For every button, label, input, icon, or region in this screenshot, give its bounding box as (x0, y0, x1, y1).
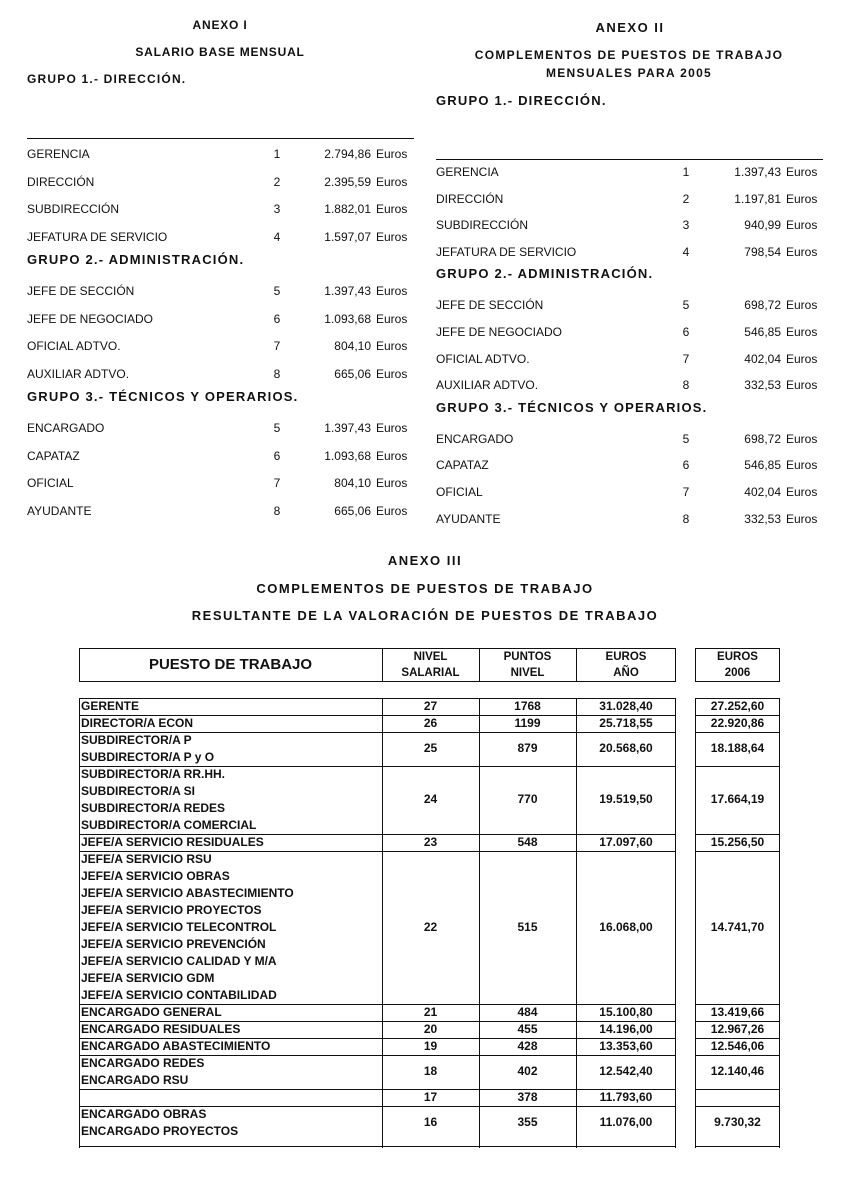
header-nivel-2: SALARIAL (401, 667, 460, 679)
category-cell: ENCARGADO (27, 421, 105, 435)
euros-ano-cell: 20.568,60 (599, 741, 653, 755)
group-label: GRUPO 1.- DIRECCIÓN. (436, 93, 607, 108)
table-row (0, 457, 847, 473)
nivel-cell: 8 (273, 503, 281, 518)
group-label: GRUPO 3.- TÉCNICOS Y OPERARIOS. (27, 389, 299, 404)
nivel-cell: 8 (273, 366, 281, 381)
amount-cell: 1.397,43 (324, 284, 371, 298)
puntos-cell: 355 (517, 1115, 538, 1129)
category-cell: OFICIAL (27, 476, 74, 490)
euros-ano-cell: 17.097,60 (599, 834, 653, 849)
nivel-cell: 6 (273, 311, 281, 326)
amount-cell: 2.395,59 (324, 174, 371, 189)
puesto-cell: ENCARGADO GENERAL (81, 1005, 222, 1019)
euros-ano-cell: 15.100,80 (599, 1004, 653, 1019)
table-row (0, 217, 847, 233)
nivel-cell: 22 (423, 919, 438, 934)
nivel-cell: 1 (682, 165, 690, 179)
amount-cell: 332,53 (744, 378, 781, 393)
nivel-cell: 19 (423, 1038, 438, 1053)
nivel-cell: 7 (682, 485, 690, 499)
nivel-cell: 1 (273, 147, 281, 161)
group-label: GRUPO 3.- TÉCNICOS Y OPERARIOS. (436, 399, 708, 415)
puntos-cell: 402 (517, 1064, 538, 1078)
nivel-cell: 18 (423, 1064, 438, 1078)
row-divider-2006 (695, 851, 780, 852)
euros-ano-cell: 11.076,00 (599, 1115, 653, 1129)
category-cell: GERENCIA (27, 147, 90, 161)
amount-cell: 402,04 (744, 351, 781, 366)
category-cell: JEFE DE SECCIÓN (436, 298, 544, 313)
amount-cell: 698,72 (744, 431, 781, 446)
euros-2006-cell: 27.252,60 (710, 698, 765, 713)
euros-ano-cell: 13.353,60 (599, 1038, 653, 1053)
euros-2006-cell: 18.188,64 (710, 741, 765, 755)
puesto-cell: JEFE/A SERVICIO CONTABILIDAD (81, 988, 277, 1002)
amount-cell: 402,04 (744, 485, 781, 499)
puesto-cell: JEFE/A SERVICIO RESIDUALES (81, 835, 264, 849)
amount-cell: 1.397,43 (734, 165, 781, 179)
nivel-cell: 6 (682, 325, 690, 339)
nivel-cell: 8 (682, 511, 690, 526)
puesto-cell: JEFE/A SERVICIO OBRAS (81, 869, 230, 883)
nivel-cell: 7 (273, 339, 281, 353)
table-row (0, 324, 847, 340)
puesto-cell: JEFE/A SERVICIO PREVENCIÓN (81, 937, 266, 951)
anexo2-title: ANEXO II (595, 20, 665, 35)
category-cell: CAPATAZ (436, 458, 489, 473)
puesto-cell: SUBDIRECTOR/A SI (81, 784, 196, 798)
category-cell: OFICIAL (436, 485, 483, 499)
table-row (0, 431, 847, 447)
unit-cell: Euros (376, 421, 408, 435)
puesto-cell: ENCARGADO RESIDUALES (81, 1022, 241, 1036)
unit-cell: Euros (786, 325, 818, 339)
puntos-cell: 770 (517, 792, 538, 806)
nivel-cell: 4 (682, 244, 690, 259)
puesto-cell: SUBDIRECTOR/A P y O (81, 750, 215, 764)
anexo3-title: ANEXO III (387, 553, 463, 568)
header-rule (27, 138, 414, 139)
nivel-cell: 6 (682, 458, 690, 473)
unit-cell: Euros (376, 503, 408, 518)
puntos-cell: 378 (517, 1089, 538, 1104)
category-cell: AUXILIAR ADTVO. (436, 378, 539, 393)
euros-2006-cell: 22.920,86 (710, 715, 765, 730)
unit-cell: Euros (376, 311, 408, 326)
amount-cell: 1.093,68 (324, 448, 371, 463)
unit-cell: Euros (786, 378, 818, 393)
puesto-cell: JEFE/A SERVICIO CALIDAD Y M/A (81, 954, 277, 968)
nivel-cell: 26 (423, 715, 438, 730)
unit-cell: Euros (786, 485, 818, 499)
header-puntos-1: PUNTOS (503, 651, 552, 663)
category-cell: JEFE DE NEGOCIADO (27, 311, 154, 326)
category-cell: AYUDANTE (436, 511, 501, 526)
nivel-cell: 5 (682, 431, 690, 446)
category-cell: DIRECCIÓN (27, 174, 95, 189)
puesto-cell: JEFE/A SERVICIO RSU (81, 852, 212, 866)
row-divider-2006 (695, 1089, 780, 1090)
euros-2006-cell: 13.419,66 (710, 1004, 765, 1019)
unit-cell: Euros (786, 351, 818, 366)
header-euros-2006-1: EUROS (717, 651, 758, 663)
puesto-cell: ENCARGADO PROYECTOS (81, 1124, 239, 1138)
unit-cell: Euros (376, 174, 408, 189)
unit-cell: Euros (786, 458, 818, 473)
euros-2006-cell: 15.256,50 (710, 834, 765, 849)
category-cell: AYUDANTE (27, 503, 92, 518)
euros-ano-cell: 31.028,40 (599, 698, 653, 713)
nivel-cell: 21 (423, 1004, 438, 1019)
unit-cell: Euros (786, 431, 818, 446)
anexo3-subtitle-2: RESULTANTE DE LA VALORACIÓN DE PUESTOS DE TRABAJO (191, 608, 659, 623)
unit-cell: Euros (786, 244, 818, 259)
header-nivel-1: NIVEL (413, 651, 448, 663)
category-cell: CAPATAZ (27, 448, 80, 463)
puesto-cell: GERENTE (81, 699, 140, 713)
euros-ano-cell: 25.718,55 (599, 715, 653, 730)
nivel-cell: 2 (273, 174, 281, 189)
euros-ano-cell: 19.519,50 (599, 792, 653, 806)
amount-cell: 798,54 (744, 244, 781, 259)
table-bottom (79, 1146, 676, 1147)
amount-cell: 665,06 (334, 366, 371, 381)
anexo1-subtitle: SALARIO BASE MENSUAL (135, 45, 305, 59)
group-label: GRUPO 2.- ADMINISTRACIÓN. (436, 266, 654, 282)
unit-cell: Euros (376, 366, 408, 381)
row-divider-2006 (695, 1055, 780, 1056)
amount-cell: 940,99 (744, 218, 781, 233)
header-euros_ano-1: EUROS (605, 651, 647, 663)
puesto-cell: ENCARGADO REDES (81, 1056, 205, 1070)
unit-cell: Euros (786, 511, 818, 526)
category-cell: SUBDIRECCIÓN (436, 218, 529, 233)
euros-2006-cell: 9.730,32 (714, 1115, 761, 1129)
euros-2006-cell: 12.967,26 (710, 1021, 765, 1036)
nivel-cell: 25 (423, 741, 438, 755)
euros-2006-cell: 12.140,46 (710, 1064, 765, 1078)
euros-ano-cell: 14.196,00 (599, 1021, 653, 1036)
nivel-cell: 6 (273, 448, 281, 463)
unit-cell: Euros (786, 165, 818, 179)
nivel-cell: 16 (423, 1115, 438, 1129)
puesto-cell: ENCARGADO ABASTECIMIENTO (81, 1039, 271, 1053)
unit-cell: Euros (376, 202, 408, 216)
puntos-cell: 515 (517, 919, 538, 934)
nivel-cell: 23 (423, 834, 438, 849)
header-puntos-2: NIVEL (510, 667, 545, 679)
puesto-cell: SUBDIRECTOR/A RR.HH. (81, 767, 226, 781)
euros-ano-cell: 16.068,00 (599, 919, 653, 934)
amount-cell: 665,06 (334, 503, 371, 518)
unit-cell: Euros (376, 229, 408, 244)
puesto-cell: JEFE/A SERVICIO ABASTECIMIENTO (81, 886, 294, 900)
nivel-cell: 4 (273, 229, 281, 244)
anexo2-subtitle-2: MENSUALES PARA 2005 (545, 66, 713, 80)
nivel-cell: 5 (682, 298, 690, 313)
euros-2006-cell: 17.664,19 (710, 792, 765, 806)
amount-cell: 1.882,01 (324, 202, 371, 216)
amount-cell: 804,10 (334, 476, 371, 490)
puesto-cell: SUBDIRECTOR/A P (81, 733, 192, 747)
nivel-cell: 5 (273, 421, 281, 435)
category-cell: JEFATURA DE SERVICIO (436, 244, 577, 259)
amount-cell: 332,53 (744, 511, 781, 526)
amount-cell: 1.397,43 (324, 421, 371, 435)
unit-cell: Euros (376, 448, 408, 463)
unit-cell: Euros (786, 191, 818, 206)
unit-cell: Euros (786, 218, 818, 233)
puesto-cell: DIRECTOR/A ECON (81, 716, 194, 730)
table-row (0, 351, 847, 367)
row-divider-2006 (695, 1106, 780, 1107)
amount-cell: 1.197,81 (734, 191, 781, 206)
puntos-cell: 1768 (514, 698, 541, 713)
nivel-cell: 24 (423, 792, 438, 806)
puesto-cell: ENCARGADO OBRAS (81, 1107, 207, 1121)
table-row (0, 164, 847, 180)
puesto-cell: SUBDIRECTOR/A COMERCIAL (81, 818, 257, 832)
row-divider-2006 (695, 766, 780, 767)
header-rule (436, 159, 823, 160)
table-row (0, 377, 847, 393)
amount-cell: 698,72 (744, 298, 781, 313)
euros-2006-cell: 14.741,70 (710, 919, 765, 934)
nivel-cell: 8 (682, 378, 690, 393)
unit-cell: Euros (786, 298, 818, 313)
nivel-cell: 2 (682, 191, 690, 206)
category-cell: GERENCIA (436, 165, 499, 179)
unit-cell: Euros (376, 284, 408, 298)
puesto-cell: JEFE/A SERVICIO GDM (81, 971, 215, 985)
category-cell: JEFE DE NEGOCIADO (436, 325, 563, 339)
table-bottom-2006 (695, 1146, 780, 1147)
category-cell: SUBDIRECCIÓN (27, 202, 120, 216)
category-cell: JEFATURA DE SERVICIO (27, 229, 168, 244)
euros-ano-cell: 12.542,40 (599, 1064, 653, 1078)
table-row (0, 297, 847, 313)
anexo2-subtitle-1: COMPLEMENTOS DE PUESTOS DE TRABAJO (474, 48, 784, 62)
nivel-cell: 3 (273, 202, 281, 216)
category-cell: JEFE DE SECCIÓN (27, 284, 135, 298)
category-cell: OFICIAL ADTVO. (27, 339, 121, 353)
amount-cell: 2.794,86 (324, 147, 371, 161)
puntos-cell: 1199 (514, 715, 541, 730)
table-row (0, 511, 847, 527)
header-euros_ano-2: AÑO (613, 667, 639, 679)
header-puesto: PUESTO DE TRABAJO (148, 656, 313, 673)
nivel-cell: 3 (682, 218, 690, 233)
amount-cell: 546,85 (744, 325, 781, 339)
amount-cell: 1.597,07 (324, 229, 371, 244)
category-cell: DIRECCIÓN (436, 191, 504, 206)
nivel-cell: 27 (423, 698, 438, 713)
puesto-cell: JEFE/A SERVICIO PROYECTOS (81, 903, 262, 917)
nivel-cell: 7 (682, 351, 690, 366)
puntos-cell: 879 (517, 741, 538, 755)
euros-ano-cell: 11.793,60 (599, 1089, 653, 1104)
nivel-cell: 5 (273, 284, 281, 298)
puntos-cell: 484 (517, 1004, 538, 1019)
table-row (0, 484, 847, 500)
category-cell: AUXILIAR ADTVO. (27, 366, 130, 381)
amount-cell: 1.093,68 (324, 311, 371, 326)
amount-cell: 804,10 (334, 339, 371, 353)
category-cell: ENCARGADO (436, 431, 514, 446)
unit-cell: Euros (376, 339, 408, 353)
puesto-cell: JEFE/A SERVICIO TELECONTROL (81, 920, 277, 934)
puesto-cell: ENCARGADO RSU (81, 1073, 189, 1087)
puntos-cell: 548 (517, 834, 538, 849)
row-divider-2006 (695, 732, 780, 733)
nivel-cell: 17 (423, 1089, 438, 1104)
anexo1-title: ANEXO I (192, 18, 248, 32)
puntos-cell: 455 (517, 1021, 538, 1036)
table-row (0, 244, 847, 260)
nivel-cell: 20 (423, 1021, 438, 1036)
category-cell: OFICIAL ADTVO. (436, 351, 530, 366)
table-row (0, 191, 847, 207)
group-label: GRUPO 2.- ADMINISTRACIÓN. (27, 252, 245, 267)
amount-cell: 546,85 (744, 458, 781, 473)
euros-2006-cell: 12.546,06 (710, 1038, 765, 1053)
anexo3-subtitle-1: COMPLEMENTOS DE PUESTOS DE TRABAJO (256, 581, 594, 596)
header-euros-2006-2: 2006 (724, 667, 751, 679)
group-label: GRUPO 1.- DIRECCIÓN. (27, 72, 187, 86)
puesto-cell: SUBDIRECTOR/A REDES (81, 801, 226, 815)
unit-cell: Euros (376, 147, 408, 161)
puntos-cell: 428 (517, 1038, 538, 1053)
unit-cell: Euros (376, 476, 408, 490)
nivel-cell: 7 (273, 476, 281, 490)
